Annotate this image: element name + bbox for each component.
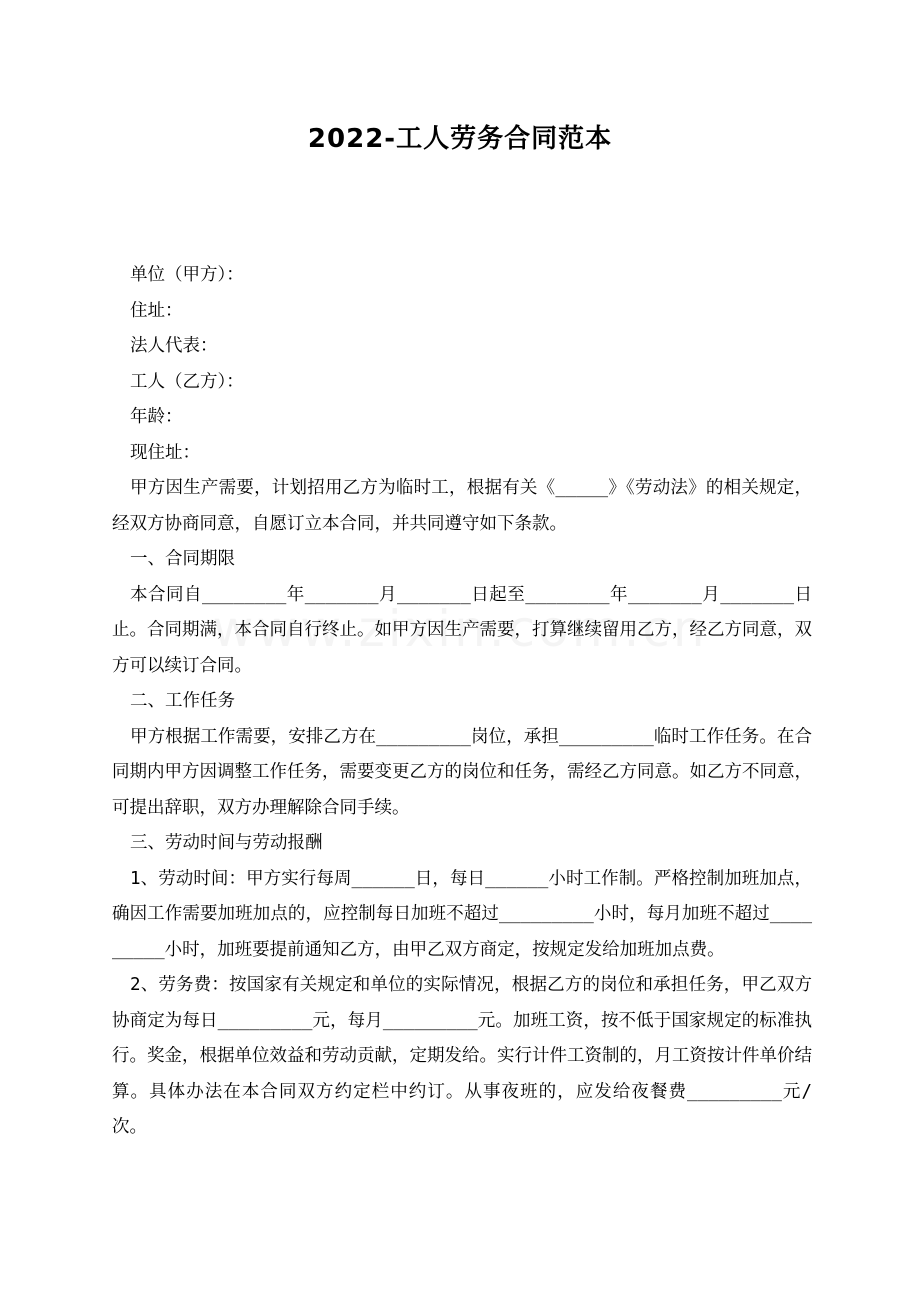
term-paragraph: 本合同自________年_______月_______日起至________年_______月_______日止。合同期满，本合同自行终止。如甲方因生产需要，打算继续留用乙方，经乙方同意，双方可以续订合同。 xyxy=(112,584,812,676)
section-heading-term: 一、合同期限 xyxy=(130,549,235,569)
working-hours-paragraph: 1、劳动时间：甲方实行每周______日，每日______小时工作制。严格控制加班加点，确因工作需要加班加点的，应控制每日加班不超过_________小时，每月加班不超过_________小时，加班要提前通知乙方，由甲乙双方商定，按规定发给加班加点费。 xyxy=(112,868,812,960)
party-a-address-field: 住址： xyxy=(130,300,183,321)
labor-fee-paragraph: 2、劳务费：按国家有关规定和单位的实际情况，根据乙方的岗位和承担任务，甲乙双方协商定为每日_________元，每月_________元。加班工资，按不低于国家规定的标准执行。奖金，根据单位效益和劳动贡献，定期发给。实行计件工资制的，月工资按计件单价结算。具体办法在本合同双方约定栏中约订。从事夜班的，应发给夜餐费_________元/次。 xyxy=(112,975,812,1137)
current-address-field: 现住址： xyxy=(130,442,200,463)
age-field: 年龄： xyxy=(130,407,183,427)
document-body xyxy=(112,258,812,1146)
party-a-unit-field: 单位（甲方）： xyxy=(130,265,244,285)
tasks-paragraph: 甲方根据工作需要，安排乙方在_________岗位，承担_________临时工作任务。在合同期内甲方因调整工作任务，需要变更乙方的岗位和任务，需经乙方同意。如乙方不同意，可提出辞职，双方办理解除合同手续。 xyxy=(112,726,812,818)
legal-representative-field: 法人代表： xyxy=(130,336,218,356)
section-heading-tasks: 二、工作任务 xyxy=(130,691,235,711)
preamble-paragraph: 甲方因生产需要，计划招用乙方为临时工，根据有关《_____》《劳动法》的相关规定，经双方协商同意，自愿订立本合同，并共同遵守如下条款。 xyxy=(112,478,812,534)
section-heading-hours-pay: 三、劳动时间与劳动报酬 xyxy=(130,833,323,853)
document-title: 2022-工人劳务合同范本 xyxy=(307,124,613,154)
party-b-worker-field: 工人（乙方）： xyxy=(130,371,244,392)
